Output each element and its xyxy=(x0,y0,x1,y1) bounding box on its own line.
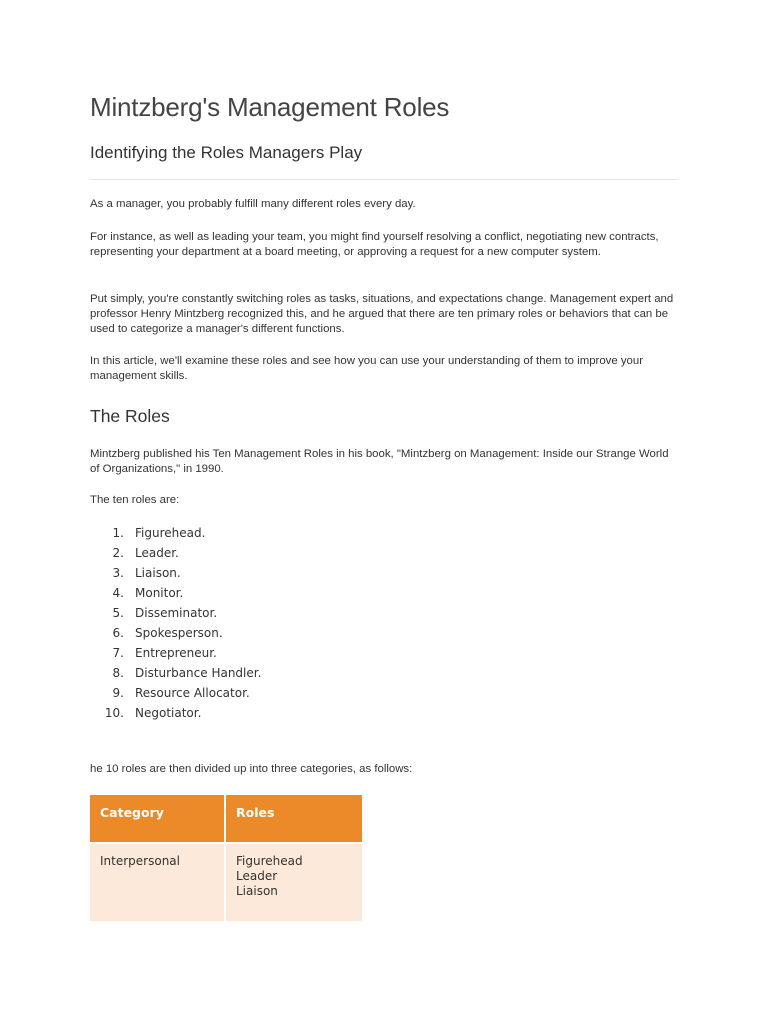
table-header-row xyxy=(90,795,362,843)
list-item xyxy=(90,545,179,565)
table-cell-category: Interpersonal xyxy=(90,843,225,921)
list-text: Negotiator. xyxy=(135,706,202,720)
list-item xyxy=(90,605,218,625)
role-entry: Liaison xyxy=(236,884,278,898)
list-number: 3. xyxy=(112,566,124,580)
list-text: Spokesperson. xyxy=(135,626,223,640)
list-number: 5. xyxy=(112,606,124,620)
page-subtitle: Identifying the Roles Managers Play xyxy=(90,143,363,162)
list-text: Entrepreneur. xyxy=(135,646,217,660)
table-header-category: Category xyxy=(90,795,225,843)
roles-category-table xyxy=(90,795,362,921)
section-paragraph-2: The ten roles are: xyxy=(90,494,180,506)
table-row xyxy=(90,843,362,921)
table-cell-roles xyxy=(225,843,362,921)
role-entry: Figurehead xyxy=(236,854,303,868)
roles-list xyxy=(90,525,262,725)
list-text: Liaison. xyxy=(135,566,181,580)
role-entry: Leader xyxy=(236,869,278,883)
list-text: Figurehead. xyxy=(135,526,206,540)
intro-paragraph-2: For instance, as well as leading your team, you might find yourself resolving a conflict, negotiating new contracts, representing your department at a board meeting, or approving a request for a new computer system. xyxy=(90,231,659,258)
list-number: 10. xyxy=(104,706,124,720)
list-item xyxy=(90,665,262,685)
list-number: 4. xyxy=(112,586,124,600)
list-number: 7. xyxy=(112,646,124,660)
section-paragraph-1: Mintzberg published his Ten Management Roles in his book, "Mintzberg on Management: Inside our Strange World of Organizations," in 1990. xyxy=(90,448,669,475)
list-text: Disturbance Handler. xyxy=(135,666,262,680)
list-number: 2. xyxy=(112,546,124,560)
list-number: 1. xyxy=(112,526,124,540)
table-header-roles: Roles xyxy=(225,795,362,843)
list-item xyxy=(90,645,217,665)
list-item xyxy=(90,525,206,545)
page-title: Mintzberg's Management Roles xyxy=(90,92,450,122)
list-number: 8. xyxy=(112,666,124,680)
list-number: 9. xyxy=(112,686,124,700)
list-number: 6. xyxy=(112,626,124,640)
list-item xyxy=(90,685,250,705)
list-item xyxy=(90,585,184,605)
intro-paragraph-4: In this article, we'll examine these roles and see how you can use your understanding of them to improve your management skills. xyxy=(90,355,644,382)
list-text: Leader. xyxy=(135,546,179,560)
section-heading: The Roles xyxy=(90,406,170,426)
categories-intro: he 10 roles are then divided up into three categories, as follows: xyxy=(90,763,413,775)
list-item xyxy=(90,625,223,645)
list-text: Resource Allocator. xyxy=(135,686,250,700)
intro-paragraph-1: As a manager, you probably fulfill many different roles every day. xyxy=(90,198,416,210)
intro-paragraph-3: Put simply, you're constantly switching roles as tasks, situations, and expectations change. Management expert and professor Henry Mintzberg recognized this, and he argued that there are ten primary roles or behaviors that can be used to categorize a manager's different functions. xyxy=(90,293,674,335)
list-item xyxy=(90,705,202,725)
list-item xyxy=(90,565,181,585)
list-text: Disseminator. xyxy=(135,606,218,620)
list-text: Monitor. xyxy=(135,586,184,600)
divider xyxy=(90,179,678,180)
